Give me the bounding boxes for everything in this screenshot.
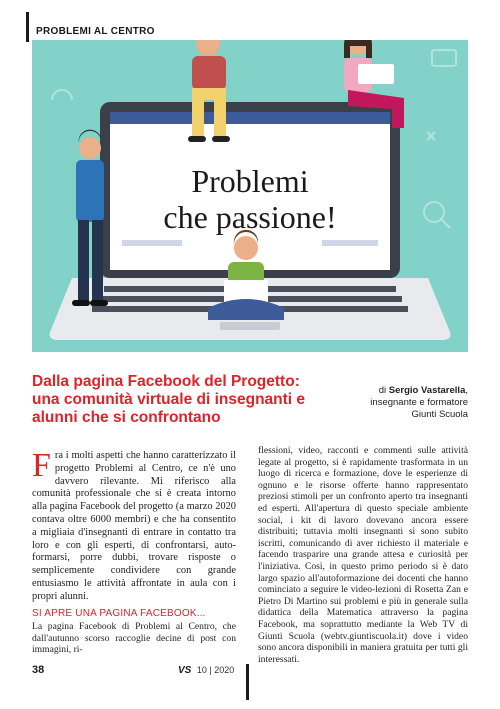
byline-org: Giunti Scuola [411,409,468,420]
screen-topbar [110,112,390,124]
section-subhead: SI APRE UNA PAGINA FACEBOOK... [32,608,206,619]
body-column-2: flessioni, video, racconti e commenti sulle attività legate al progetto, si è rapidamente trasformata in un luogo di ricerca e formazione, dove le esperienze di ognuno e le risorse offerte hanno rappresentato preziosi stimoli per un confronto aperto tra insegnanti ed esperti. All'apertura di questo speciale ambiente social, i kit di lavoro dovevano ancora essere distribuiti; tuttavia molti insegnanti si sono subito iscritti, comunicando di aver richiesto il materiale e facendo trasparire una grande attesa e curiosità per l'iniziativa. Così, in questo primo periodo si è dato largo spazio all'autoformazione dei docenti che hanno cominciato a seguire le video-lezioni di Rosetta Zan e Pietro Di Martino sui problemi e più in generale sulla didattica della Matematica attraverso la pagina Facebook, ma soprattutto mediante la Web TV di Giunti Scuola (webtv.giuntiscuola.it) dove i video sono ancora disponibili in maniera gratuita per tutti gli interessati. [258,445,468,665]
trackpad [220,322,280,330]
body-column-1-continued: La pagina Facebook di Problemi al Centro, che dall'autunno scorso raccoglie decine di post con immagini, ri- [32,621,236,656]
drop-cap: F [32,447,51,484]
body-column-1 [32,447,236,604]
page-number: 38 [32,664,45,676]
article-subtitle: Dalla pagina Facebook del Progetto: una comunità virtuale di insegnanti e alunni che si confrontano [32,373,306,426]
byline: di Sergio Vastarella, insegnante e formatore Giunti Scuola [370,385,468,420]
issue-footer [178,665,234,676]
byline-prefix: di [378,385,387,396]
hero-title-line1: Problemi [191,163,309,199]
magazine-logo: VS [178,665,192,676]
section-label: PROBLEMI AL CENTRO [36,26,155,37]
hero-illustration [32,40,468,352]
woman-laptop [358,64,394,84]
lead-paragraph: ra i molti aspetti che hanno caratterizzato il progetto Problemi al Centro, ce n'è uno davvero rilevante. Mi riferisco alla comunità professionale che si è creata intorno alla pagina Facebook del progetto (a marzo 2020 contava oltre 6000 membri) e che ha consentito a migliaia d'insegnanti di entrare in contatto tra loro e con gli esperti, di confrontarsi, auto-formarsi, porre dubbi, trovare risposte o semplicemente condividere con grande entusiasmo le attività affrontate in aula con i propri alunni. [32,450,236,602]
issue-number: 10 | 2020 [196,665,235,675]
bottom-rule [246,664,249,700]
byline-author: Sergio Vastarella [388,385,466,396]
hero-title-line2: che passione! [163,199,337,235]
top-rule [26,12,29,42]
byline-role: insegnante e formatore [370,397,468,408]
